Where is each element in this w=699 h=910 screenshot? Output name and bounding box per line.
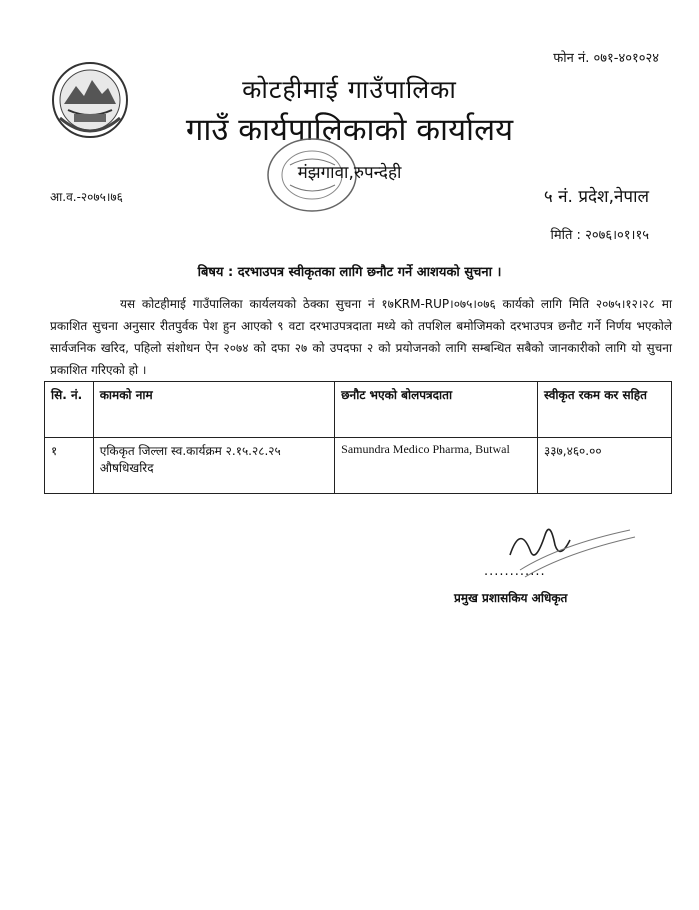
signatory-title: प्रमुख प्रशासकिय अधिकृत: [454, 591, 568, 605]
notice-body: [50, 293, 672, 381]
row-serial-number: १: [45, 438, 94, 494]
table-header-row: [45, 382, 672, 438]
row-amount: ३३७,४६०.००: [538, 438, 672, 494]
header-work-name: कामको नाम: [93, 382, 334, 438]
header-selected-bidder: छनौट भएको बोलपत्रदाता: [335, 382, 538, 438]
signature-line: ............: [484, 564, 546, 579]
header-approved-amount: स्वीकृत रकम कर सहित: [538, 382, 672, 438]
office-title: गाउँ कार्यपालिकाको कार्यालय: [185, 112, 514, 148]
office-address: मंझगावा,रुपन्देही: [297, 163, 402, 183]
row-bidder: Samundra Medico Pharma, Butwal: [335, 438, 538, 494]
fiscal-year: आ.व.-२०७५।७६: [50, 190, 123, 204]
phone-number: फोन नं. ०७१-४०१०२४: [553, 51, 659, 66]
province: ५ नं. प्रदेश,नेपाल: [543, 187, 649, 207]
row-work-name: एकिकृत जिल्ला स्व.कार्यक्रम २.१५.२८.२५ औषधिखरिद: [93, 438, 334, 494]
selected-bidder-table: [44, 381, 672, 494]
notice-date: मिति : २०७६।०१।१५: [550, 228, 649, 243]
header-serial-number: सि. नं.: [45, 382, 94, 438]
notice-subject: बिषय : दरभाउपत्र स्वीकृतका लागि छनौट गर्ने आशयको सुचना ।: [197, 265, 502, 280]
notice-body-text: यस कोटहीमाई गाउँपालिका कार्यलयको ठेक्का सुचना नं १७KRM-RUP।०७५।०७६ कार्यको लागि मिति २०७५।१२।२८ मा प्रकाशित सुचना अनुसार रीतपुर्वक पेश हुन आएको ९ वटा दरभाउपत्रदाता मध्ये को तपशिल बमोजिमको दरभाउपत्र छनौट गर्ने निर्णय भएकोले सार्वजनिक खरिद, पहिलो संशोधन ऐन २०७४ को दफा २७ को उपदफा २ को प्रयोजनको लागि सम्बन्धित सबैको जानकारीको लागि यो सुचना प्रकाशित गरिएको हो ।: [50, 297, 672, 377]
office-name: कोटहीमाई गाउँपालिका: [242, 75, 457, 104]
table-row: [45, 438, 672, 494]
